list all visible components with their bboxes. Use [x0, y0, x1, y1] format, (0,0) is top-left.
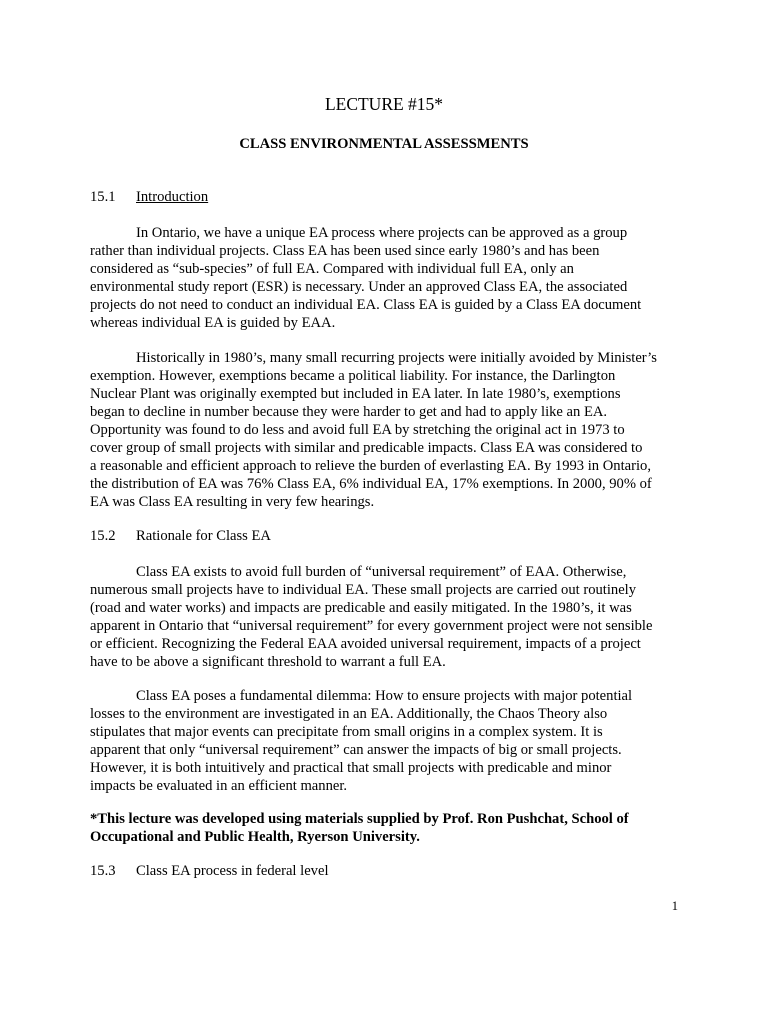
- text-line: However, it is both intuitively and practical that small projects with predicable and minor: [90, 760, 612, 776]
- page-number: 1: [671, 899, 678, 913]
- text-line: apparent that only “universal requirement” can answer the impacts of big or small projects.: [90, 742, 622, 758]
- text-line: projects do not need to conduct an individual EA. Class EA is guided by a Class EA document: [90, 297, 642, 313]
- text-line: environmental study report (ESR) is necessary. Under an approved Class EA, the associated: [90, 279, 628, 295]
- text-line: Occupational and Public Health, Ryerson University.: [90, 829, 420, 845]
- text-line: *This lecture was developed using materials supplied by Prof. Ron Pushchat, School of: [90, 811, 629, 827]
- text-line: impacts be evaluated in an efficient manner.: [90, 778, 348, 794]
- section-number: 15.2: [90, 528, 116, 544]
- section-title: Rationale for Class EA: [136, 528, 271, 544]
- section-title: Introduction: [136, 189, 209, 205]
- section-title: Class EA process in federal level: [136, 863, 329, 879]
- text-line: numerous small projects have to individual EA. These small projects are carried out routinely: [90, 582, 637, 598]
- text-line: have to be above a significant threshold to warrant a full EA.: [90, 654, 446, 670]
- text-line: began to decline in number because they were harder to get and had to apply like an EA.: [90, 404, 608, 420]
- section-number: 15.1: [90, 189, 116, 205]
- acknowledgement-note: [90, 810, 690, 846]
- lecture-subtitle: CLASS ENVIRONMENTAL ASSESSMENTS: [239, 136, 529, 152]
- text-line: Class EA poses a fundamental dilemma: How to ensure projects with major potential: [136, 688, 633, 704]
- text-line: rather than individual projects. Class EA has been used since early 1980’s and has been: [90, 243, 600, 259]
- paragraph-intro-2: [90, 349, 678, 511]
- section-heading-15-1: [90, 188, 690, 206]
- text-line: losses to the environment are investigated in an EA. Additionally, the Chaos Theory also: [90, 706, 608, 722]
- text-line: considered as “sub-species” of full EA. Compared with individual full EA, only an: [90, 261, 574, 277]
- text-line: In Ontario, we have a unique EA process where projects can be approved as a group: [136, 225, 628, 241]
- paragraph-rationale-2: [90, 687, 678, 795]
- text-line: whereas individual EA is guided by EAA.: [90, 315, 336, 331]
- text-line: Class EA exists to avoid full burden of “universal requirement” of EAA. Otherwise,: [136, 564, 627, 580]
- paragraph-rationale-1: [90, 563, 678, 671]
- section-number: 15.3: [90, 863, 116, 879]
- section-heading-15-2: [90, 527, 690, 545]
- paragraph-intro-1: [90, 224, 678, 332]
- text-line: apparent in Ontario that “universal requirement” for every government project were not sensible: [90, 618, 653, 634]
- section-heading-15-3: [90, 862, 690, 880]
- text-line: cover group of small projects with similar and predicable impacts. Class EA was considered to: [90, 440, 643, 456]
- text-line: exemption. However, exemptions became a political liability. For instance, the Darlington: [90, 368, 616, 384]
- text-line: a reasonable and efficient approach to relieve the burden of everlasting EA. By 1993 in Ontario,: [90, 458, 651, 474]
- lecture-title: LECTURE #15*: [324, 94, 444, 114]
- text-line: Historically in 1980’s, many small recurring projects were initially avoided by Minister’s: [136, 350, 657, 366]
- text-line: the distribution of EA was 76% Class EA, 6% individual EA, 17% exemptions. In 2000, 90% of: [90, 476, 652, 492]
- text-line: stipulates that major events can precipitate from small origins in a complex system. It is: [90, 724, 603, 740]
- text-line: Opportunity was found to do less and avoid full EA by stretching the original act in 1973 to: [90, 422, 625, 438]
- text-line: Nuclear Plant was originally exempted but included in EA later. In late 1980’s, exemptions: [90, 386, 621, 402]
- text-line: EA was Class EA resulting in very few hearings.: [90, 494, 375, 510]
- text-line: or efficient. Recognizing the Federal EAA avoided universal requirement, impacts of a project: [90, 636, 641, 652]
- text-line: (road and water works) and impacts are predicable and easily mitigated. In the 1980’s, it was: [90, 600, 632, 616]
